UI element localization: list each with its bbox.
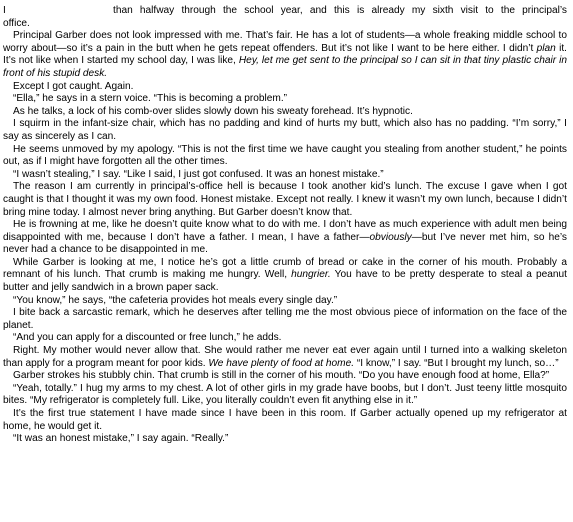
paragraph-text: As he talks, a lock of his comb-over slides slowly down his sweaty forehead. It’s hypnotic. bbox=[13, 105, 413, 117]
italic-text: plan bbox=[536, 42, 556, 54]
paragraph-text: You have to be pretty desperate to steal a peanut butter and jelly sandwich in a brown paper sack. bbox=[3, 269, 567, 294]
paragraph bbox=[3, 433, 567, 446]
paragraph bbox=[3, 30, 567, 80]
paragraph bbox=[3, 332, 567, 345]
paragraph-text: “Ella,” he says in a stern voice. “This is becoming a problem.” bbox=[13, 93, 288, 105]
paragraph bbox=[3, 81, 567, 94]
paragraph-text: “And you can apply for a discounted or free lunch,” he adds. bbox=[13, 332, 282, 344]
first-line-rest: than halfway through the school year, and this is already my sixth visit to the principal’s bbox=[113, 5, 567, 16]
paragraph bbox=[3, 169, 567, 182]
paragraph-text: The reason I am currently in principal’s-office hell is because I took another kid’s lunch. The excuse I gave when I got caught is that I thought it was my own food. Honest mistake. Except not really. I knew it wasn’t my own lunch, because I didn’t bring mine today. I almost never bring anything. But Garber doesn’t know that. bbox=[3, 181, 567, 218]
paragraph bbox=[3, 18, 567, 31]
paragraph bbox=[3, 106, 567, 119]
paragraph-text: I squirm in the infant-size chair, which has no padding and kind of hurts my butt, which also has no padding. “I’m sorry,” I say as sincerely as I can. bbox=[3, 118, 567, 142]
paragraph bbox=[3, 144, 567, 169]
paragraph-text: office. bbox=[3, 17, 30, 29]
paragraph-text: It’s the first true statement I have made since I have been in this room. If Garber actually opened up my refrigerator at home, he would get it. bbox=[3, 408, 567, 432]
paragraph-text: “It was an honest mistake,” I say again. “Really.” bbox=[13, 433, 229, 445]
paragraph-text: it. It’s not like when I started my school day, I was like, bbox=[3, 42, 567, 67]
paragraph bbox=[3, 118, 567, 143]
paragraph bbox=[3, 408, 567, 433]
paragraph bbox=[3, 219, 567, 257]
italic-text: We have plenty of food at home. bbox=[208, 357, 355, 369]
paragraph-text: Except I got caught. Again. bbox=[13, 80, 134, 92]
paragraph bbox=[3, 257, 567, 295]
paragraph-text: “Yeah, totally.” I hug my arms to my chest. A lot of other girls in my grade have boobs, but I don’t. Just teeny little mosquito bites. “My refrigerator is completely full. Like, you literally couldn’t even fit anything else in it.” bbox=[3, 382, 567, 407]
paragraph bbox=[3, 383, 567, 408]
paragraph-text: “I wasn’t stealing,” I say. “Like I said, I just got confused. It was an honest mistake.” bbox=[13, 168, 384, 180]
paragraph-text: Garber strokes his stubbly chin. That crumb is still in the corner of his mouth. “Do you have enough food at home, Ella?” bbox=[13, 370, 550, 382]
paragraph bbox=[3, 93, 567, 106]
first-line bbox=[3, 5, 567, 18]
paragraph-text: He is frowning at me, like he doesn’t quite know what to do with me. I don’t have as much experience with adult men being disappointed with me, because I don’t have a father. I mean, I have a father— bbox=[3, 219, 567, 243]
paragraph-text: “You know,” he says, “the cafeteria provides hot meals every single day.” bbox=[13, 294, 338, 306]
body-text bbox=[3, 18, 567, 446]
paragraph-text: I bite back a sarcastic remark, which he deserves after telling me the most obvious piece of information on the face of the planet. bbox=[3, 307, 567, 331]
paragraph bbox=[3, 181, 567, 219]
paragraph-text: Principal Garber does not look impressed with me. That’s fair. He has a lot of students—a whole freaking middle school to worry about—so it’s a pain in the butt when he gets repeat offenders. But it’s not like I want to be here either. I didn’t bbox=[3, 30, 567, 54]
first-line-lead: I bbox=[3, 5, 6, 16]
paragraph bbox=[3, 307, 567, 332]
paragraph-text: —but I’ve never met him, so he’s never had a chance to be disappointed in me. bbox=[3, 231, 567, 256]
paragraph-text: He seems unmoved by my apology. “This is not the first time we have caught you stealing from another student,” he points out, as if I might have forgotten all the other times. bbox=[3, 143, 567, 168]
paragraph bbox=[3, 370, 567, 383]
paragraph bbox=[3, 295, 567, 308]
italic-text: hungrier. bbox=[291, 269, 331, 281]
paragraph-text: Right. My mother would never allow that. She would rather me never eat ever again until I turned into a walking skeleton than apply for a program meant for poor kids. bbox=[3, 345, 567, 369]
paragraph bbox=[3, 345, 567, 370]
italic-text: obviously bbox=[369, 231, 412, 243]
italic-text: Hey, let me get sent to the principal so I can sit in that tiny plastic chair in front of his stupid desk. bbox=[3, 55, 567, 79]
paragraph-text: While Garber is looking at me, I notice he’s got a little crumb of bread or cake in the corner of his mouth. Probably a remnant of his lunch. That crumb is making me hungry. Well, bbox=[3, 256, 567, 281]
paragraph-text: “I know,” I say. “But I brought my lunch, so…” bbox=[354, 357, 559, 369]
